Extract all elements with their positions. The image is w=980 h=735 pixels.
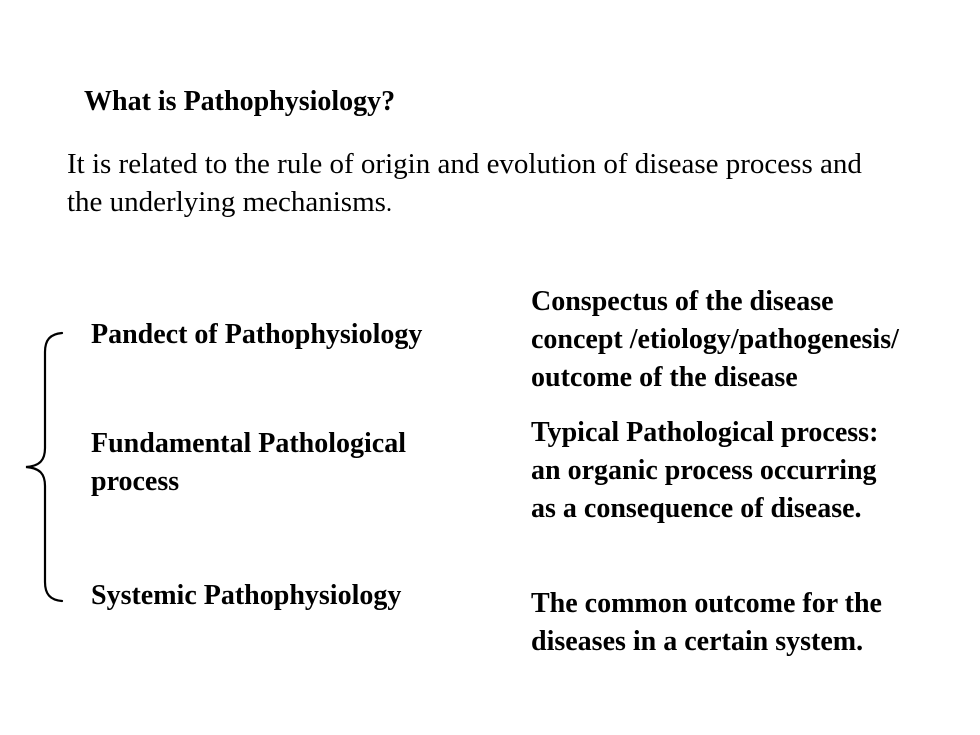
description-line: The common outcome for the [531,588,882,619]
description-line: Typical Pathological process: [531,417,879,448]
curly-brace-icon [20,330,70,605]
definition-period: . [385,191,392,217]
definition-paragraph [67,145,867,223]
description-line: as a consequence of disease. [531,493,862,524]
description-line: concept /etiology/pathogenesis/ [531,324,899,355]
part-name-pandect: Pandect of Pathophysiology [91,319,423,350]
part-name-fundamental-line-1: Fundamental Pathological [91,428,407,459]
part-description-pandect [531,283,899,397]
part-name-fundamental [91,425,406,501]
definition-text: It is related to the rule of origin and evolution of disease process and the underlying mechanisms [67,148,862,218]
part-name-fundamental-line-2: process [91,466,180,497]
slide-title: What is Pathophysiology? [84,86,396,117]
description-line: an organic process occurring [531,455,877,486]
description-line: Conspectus of the disease [531,286,834,317]
part-description-fundamental [531,414,878,528]
description-line: outcome of the disease [531,362,798,393]
part-name-systemic: Systemic Pathophysiology [91,580,402,611]
part-description-systemic [531,585,882,661]
description-line: diseases in a certain system. [531,626,864,657]
